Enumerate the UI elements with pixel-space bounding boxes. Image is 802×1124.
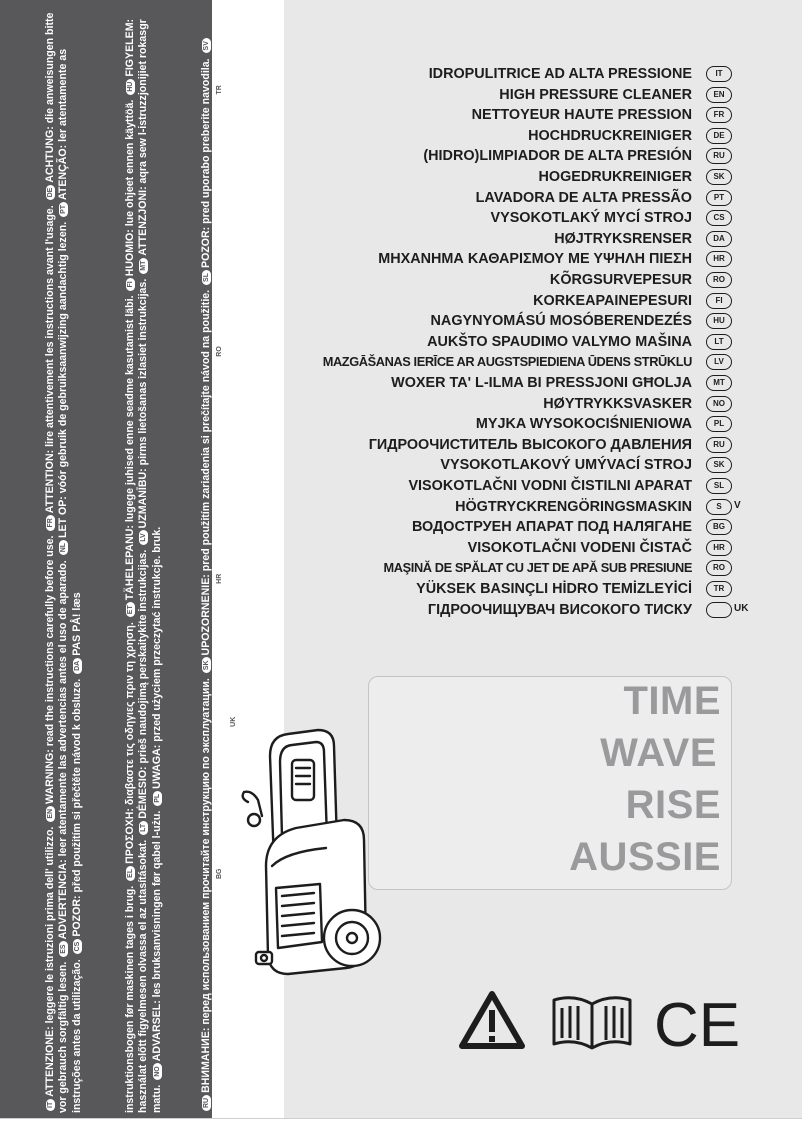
- warning-sentence: ATTENZJONI: aqra sew l-istruzzjonijiet rokasgr matu.: [137, 19, 163, 1113]
- warning-text-1: [44, 3, 84, 1113]
- language-code-badge: FR: [46, 515, 55, 530]
- language-code-badge: IT: [46, 1099, 55, 1111]
- warning-sentence: POZOR: před použitím si přečtěte návod k obsluze.: [70, 678, 83, 937]
- warning-sentence: UPOZORNENIE: pred použitím zariadenia si prečítajte návod na použitie.: [200, 289, 212, 656]
- warning-sentence: FIGYELEM: használat előtt figyelmesen olvassa el az utasításokat.: [124, 18, 150, 1113]
- language-code-badge: LV: [706, 354, 732, 370]
- language-code-badge: SK: [202, 657, 211, 673]
- language-code-badge: MT: [139, 258, 148, 274]
- model-name-aussie: AUSSIE: [569, 835, 721, 879]
- language-code-badge: LT: [139, 821, 148, 835]
- language-code-badge: NO: [706, 396, 732, 412]
- product-title-text: HØJTRYKSRENSER: [554, 230, 692, 247]
- product-title-text: VYSOKOTLAKÝ MYCÍ STROJ: [490, 210, 692, 227]
- warning-sentence: УВАГА: перед використанням прочитайте інструкцію з експлуатації.: [226, 353, 239, 712]
- warning-sentence: ВНИМАНИЕ: прочетете указанията преди употреба.: [213, 591, 226, 864]
- warning-column-1: [44, 3, 100, 1113]
- product-title-text: NAGYNYOMÁSÚ MOSÓBERENDEZÉS: [430, 313, 692, 330]
- product-title-row: [322, 352, 750, 372]
- warning-sentence: ATENȚIE: citiți instrucțiunile înainte de folosire.: [213, 102, 226, 342]
- language-code-badge: HU: [126, 79, 135, 95]
- language-code-badge: TR: [706, 581, 732, 597]
- product-title-row: [330, 249, 750, 269]
- warning-sentence: PAS PÅ! læs: [70, 592, 83, 656]
- product-title-row: [330, 517, 750, 537]
- product-title-text: HÖGTRYCKRENGÖRINGSMASKIN: [455, 498, 692, 515]
- language-code-badge: FI: [706, 293, 732, 309]
- product-title-text: ΜΗΧΑΝΗΜΑ ΚΑΘΑΡΙΣΜΟΥ ΜΕ ΥΨΗΛΗ ΠΙΕΣΗ: [378, 251, 692, 268]
- language-code-badge: HU: [706, 313, 732, 329]
- product-title-text: HOCHDRUCKREINIGER: [528, 127, 692, 144]
- product-title-row: [330, 332, 750, 352]
- language-code-badge: FI: [126, 278, 135, 290]
- warning-sentence: LET OP: vóór gebruik de gebruiksaanwijzing aandachtig lezen.: [57, 221, 70, 538]
- product-title-row: [330, 167, 750, 187]
- warning-sentence: ADVERTENCIA: leer atentamente las advertencias antes el uso de aparado.: [57, 560, 70, 940]
- language-code-badge: RO: [215, 343, 224, 360]
- product-title-row: [330, 188, 750, 208]
- product-title-text: VISOKOTLAČNI VODENI ČISTAČ: [467, 539, 692, 556]
- language-code-badge: HR: [706, 540, 732, 556]
- language-code-badge: ET: [126, 602, 135, 617]
- language-code-badge: S: [706, 499, 732, 515]
- product-title-row: [330, 229, 750, 249]
- language-code-badge: FR: [706, 107, 732, 123]
- warning-sentence: POZOR: pred uporabo preberite navodila.: [200, 58, 212, 268]
- language-code-badge: SK: [706, 169, 732, 185]
- product-title-row: [330, 85, 750, 105]
- language-code-badge: NL: [59, 540, 68, 555]
- warning-sentence: UWAGA: przed użyciem przeczytać instrukcje. bruk.: [150, 526, 163, 789]
- product-title-text: MYJKA WYSOKOCIŚNIENIOWA: [475, 416, 692, 433]
- product-title-text: (HIDRO)LIMPIADOR DE ALTA PRESIÓN: [423, 148, 692, 165]
- product-title-row: [330, 105, 750, 125]
- language-code-badge: RO: [706, 272, 732, 288]
- product-title-text: HØYTRYKKSVASKER: [543, 395, 692, 412]
- warning-sentence: DĖMESIO: prieš naudojimą perskaitykite instrukcijas.: [137, 549, 150, 819]
- product-title-row: [330, 455, 750, 475]
- language-code-badge: HR: [215, 571, 224, 587]
- warning-sentence: HUOMIO: lue ohjeet ennen käyttöä.: [124, 99, 136, 277]
- product-title-text: KÕRGSURVEPESUR: [549, 272, 692, 288]
- language-code-badge: DE: [706, 128, 732, 144]
- product-title-row: [330, 600, 750, 620]
- language-code-badge: SV: [202, 38, 211, 53]
- warning-sentence: ВНИМАНИЕ: перед использованием прочитайте инструкцию по эксплуатации.: [200, 678, 212, 1093]
- product-title-text: VYSOKOTLAKOVÝ UMÝVACÍ STROJ: [440, 457, 692, 474]
- language-code-badge: IT: [706, 66, 732, 82]
- warning-sentence: ΠΡΟΣΟΧΗ: διαβαστε τις οδηγιες πριν τη χρηση.: [124, 622, 136, 864]
- product-title-text: YÜKSEK BASINÇLI HİDRO TEMİZLEYİCİ: [416, 581, 692, 597]
- language-code-badge: BG: [215, 866, 224, 883]
- language-code-badge: UK: [229, 714, 238, 730]
- product-title-row: [330, 497, 750, 517]
- product-title-row: [330, 311, 750, 331]
- warning-sentence: ATTENZIONE: leggere le istruzioni prima dell' utilizzo.: [44, 826, 56, 1097]
- product-title-row: [330, 208, 750, 228]
- language-code-badge: BG: [706, 519, 732, 535]
- product-title-text: HOGEDRUKREINIGER: [538, 169, 692, 185]
- product-title-row: [330, 414, 750, 434]
- language-code-badge: RU: [706, 148, 732, 164]
- warning-sentence: DİKKAT: MAKİNAYI KULLANMADAN ÖNCE KULLANIM TALİMATLARINI OKUYUNUZ.: [213, 38, 239, 1113]
- language-code-badge: PT: [59, 202, 68, 217]
- language-code-badge: DE: [46, 185, 55, 201]
- product-title-row: [330, 538, 750, 558]
- product-title-text: MAŞINĂ DE SPĂLAT CU JET DE APĂ SUB PRESIUNE: [383, 560, 692, 576]
- language-code-badge: PT: [706, 190, 732, 206]
- language-code-suffix: V: [734, 499, 741, 511]
- warning-column-2: [124, 3, 180, 1113]
- product-title-row: [330, 579, 750, 599]
- warning-sentence: ADVARSEL: les bruksanvisningen før qabel l-użu.: [150, 810, 163, 1062]
- language-code-badge: RU: [706, 437, 732, 453]
- language-code-badge: MT: [706, 375, 732, 391]
- warning-sentence: instruktionsbogen før maskinen tages i brug.: [124, 885, 136, 1113]
- warning-sentence: UZMANĪBU: pirms lietošanas izlasiet instrukcijas.: [137, 278, 150, 529]
- language-code-badge: LT: [706, 334, 732, 350]
- language-code-badge: SL: [202, 270, 211, 285]
- warning-triangle-icon: [462, 994, 522, 1046]
- language-code-badge: SK: [706, 457, 732, 473]
- product-title-text: ВОДОСТРУЕН АПАРАТ ПОД НАЛЯГАНЕ: [411, 519, 692, 536]
- language-code-badge: CS: [706, 210, 732, 226]
- product-title-row: [330, 64, 750, 84]
- warning-sentence: TÄHELEPANU: lugege juhised enne seadme kasutamist läbi.: [124, 295, 136, 601]
- product-title-row: [330, 126, 750, 146]
- language-code-badge: CS: [73, 939, 82, 955]
- product-title-row: [330, 291, 750, 311]
- language-code-badge: LV: [139, 530, 148, 544]
- product-title-text: ГІДРООЧИЩУВАЧ ВИСОКОГО ТИСКУ: [427, 601, 692, 618]
- language-code-badge: TR: [215, 82, 224, 97]
- warning-sentence: ATENÇÃO: ler atentamente as instruções antes da utilização.: [57, 48, 83, 1113]
- warning-sentence: ACHTUNG: die anweisungen bitte vor gebrauch sorgfältig lesen.: [44, 12, 70, 1113]
- language-code-badge: EN: [706, 87, 732, 103]
- model-name-time: TIME: [623, 679, 721, 723]
- warning-sentence: VIKTIGT! läs anvisningarna före användning.: [213, 886, 226, 1113]
- product-title-text: ГИДРООЧИСТИТЕЛЬ ВЫСОКОГО ДАВЛЕНИЯ: [368, 436, 692, 453]
- warning-sentence: PAŽNJA: prije upotrebe pročitajte upute.: [213, 364, 226, 569]
- product-title-text: KORKEAPAINEPESURI: [533, 292, 692, 309]
- language-code-badge: RU: [202, 1095, 211, 1111]
- language-code-badge: DA: [73, 658, 82, 674]
- multilingual-warning-band: [0, 0, 239, 1118]
- product-title-text: IDROPULITRICE AD ALTA PRESSIONE: [428, 66, 692, 82]
- product-title-text: HIGH PRESSURE CLEANER: [499, 86, 692, 103]
- ce-mark-text: CE: [654, 991, 741, 1060]
- language-code-badge: RO: [706, 560, 732, 576]
- product-title-row: [330, 394, 750, 414]
- language-code-badge: DA: [706, 231, 732, 247]
- ce-mark-icon: [654, 991, 740, 1060]
- language-code-badge: PL: [153, 791, 162, 806]
- product-title-row: [330, 476, 750, 496]
- product-title-row: [330, 558, 750, 578]
- safety-icons-row: [458, 984, 748, 1058]
- product-title-row: [330, 270, 750, 290]
- product-title-row: [330, 146, 750, 166]
- model-name-wave: WAVE: [600, 731, 717, 775]
- product-title-row: [330, 373, 750, 393]
- model-name-rise: RISE: [625, 783, 721, 827]
- language-code-badge: [706, 602, 732, 618]
- language-code-badge: SL: [706, 478, 732, 494]
- language-code-badge: NO: [153, 1063, 162, 1080]
- model-names-box: [368, 676, 732, 890]
- product-title-text: AUKŠTO SPAUDIMO VALYMO MAŠINA: [427, 333, 692, 350]
- product-title-text: VISOKOTLAČNI VODNI ČISTILNI APARAT: [408, 478, 692, 494]
- language-code-suffix: UK: [734, 602, 749, 614]
- product-title-row: [330, 435, 750, 455]
- product-title-text: LAVADORA DE ALTA PRESSÃO: [475, 189, 692, 206]
- language-code-badge: ES: [59, 941, 68, 956]
- product-title-text: MAZGĀŠANAS IERĪCE AR AUGSTSPIEDIENA ŪDENS STRŪKLU: [322, 354, 692, 370]
- warning-sentence: WARNING: read the instructions carefully before use.: [44, 535, 56, 804]
- language-code-badge: HR: [706, 251, 732, 267]
- bottom-edge: [0, 1118, 802, 1124]
- warning-sentence: ATTENTION: lire attentivement les instructions avant l'usage.: [44, 205, 56, 514]
- product-title-text: WOXER TA' L-ILMA BI PRESSJONI GĦOLJA: [391, 375, 692, 391]
- open-book-icon: [554, 998, 630, 1048]
- warning-text-2: [124, 3, 164, 1113]
- product-title-text: NETTOYEUR HAUTE PRESSION: [471, 107, 692, 124]
- language-code-badge: EN: [46, 806, 55, 822]
- language-code-badge: EL: [126, 866, 135, 881]
- language-code-badge: PL: [706, 416, 732, 432]
